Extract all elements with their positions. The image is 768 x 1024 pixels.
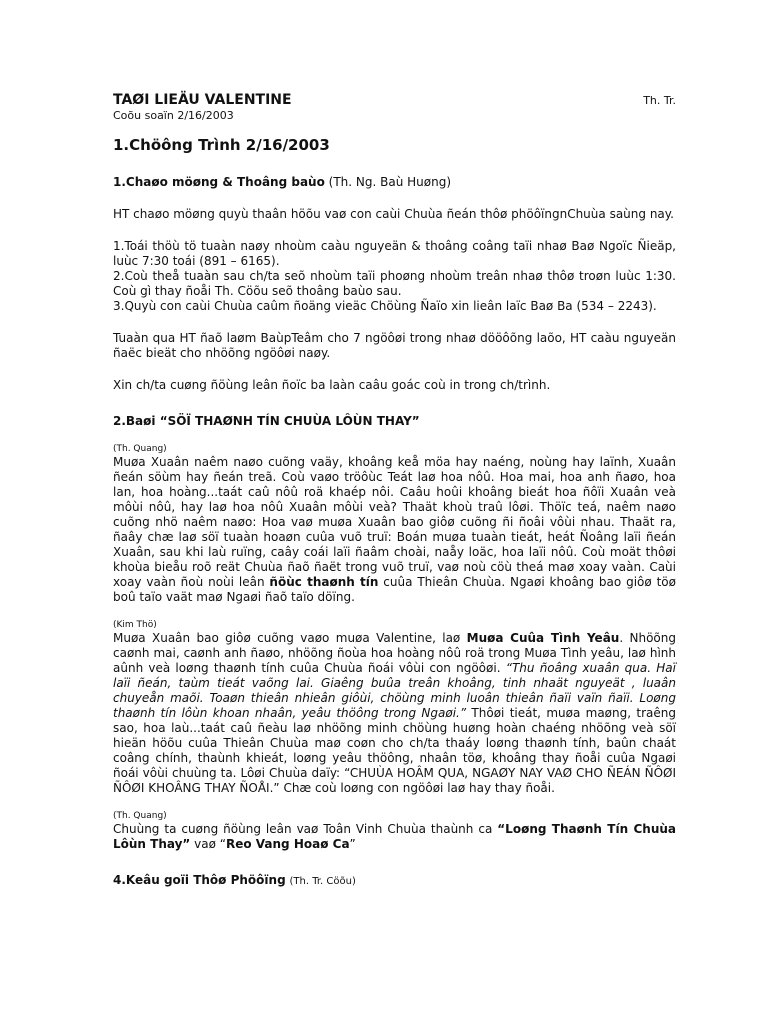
section-2-heading-pre: 2.Baøi	[113, 414, 160, 428]
section-4-heading	[113, 872, 676, 890]
valentine-text-italic: “Thu ñoâng xuaân qua. Haï laïi ñeán, taùm tieát vaõng lai. Giaêng buûa treân khoâng, tinh nhaät nguyeät , luaân chuyeån maõi. Toaøn thieân nhieân giôùi, chöùng minh luoân thieân ñaïi vaïn ñaïi. Loøng thaønh tín lôùn khoan nhaân, yeâu thöông trong Ngaøi.”	[113, 661, 676, 720]
speaker-label-2: (Kim Thö)	[113, 620, 157, 630]
hymn-title-2: Reo Vang Hoaø Ca	[225, 837, 350, 851]
valentine-text-c: Thôøi tieát, muøa maøng, traêng sao, hoa laù...taát caû ñeàu laø nhöõng minh chöùng huøng hoàn chaéng nhöõng veà söï hieän höõu cuûa Thieân Chuùa maø coøn cho ch/ta thaáy loøng thaønh tính, baûn chaát coâng chính, thaùnh khieát, loøng yeâu thöông, nhaân töø, khoâng thay ñoåi cuûa Ngaøi ñoái vôùi chuùng ta. Lôøi Chuùa daïy: “CHUÙA HOÂM QUA, NGAØY NAY VAØ CHO ÑEÁN ÑÔØI ÑÔØI KHOÂNG THAY ÑOÅI.” Chæ coù loøng con ngöôøi laø hay thay ñoåi.	[113, 706, 676, 795]
baptism-paragraph: Tuaàn qua HT ñaõ laøm BaùpTeâm cho 7 ngöôøi trong nhaø dööôõng laõo, HT caàu nguyeän ñaëc bieät cho nhöõng ngöôøi naøy.	[113, 331, 676, 360]
section-1-heading-text: 1.Chaøo möøng & Thoâng baùo	[113, 175, 325, 189]
spring-text-bold: ñöùc thaønh tín	[269, 575, 379, 589]
valentine-text-b: . Nhöõng caønh mai, caønh anh ñaøo, nhöõng ñoùa hoa hoàng nôû roä trong Muøa Tình yeâu, laø hình aûnh veà loøng thaønh tính cuûa Chuùa ñoái vôùi con ngöôøi.	[113, 631, 676, 675]
hymn-text-c: ”	[349, 837, 356, 851]
section-4-heading-note: (Th. Tr. Cöõu)	[289, 876, 356, 887]
hymn-text-b: vaø “	[190, 837, 226, 851]
spring-text-a: Muøa Xuaân naêm naøo cuõng vaäy, khoâng keå möa hay naéng, noùng hay laïnh, Xuaân ñeán söùm hay ñeán treã. Coù vaøo tröôùc Teát laø hoa nôû. Hoa mai, hoa anh ñaøo, hoa lan, hoa hoàng...taát caû nôû roä khaép nôi. Caâu hoûi khoâng bieát hoa ñôïi Xuaân veà môùi nôû, hay laø hoa nôû Xuaân môùi veà? Thaät khoù traû lôøi. Thöïc teá, naêm naøo cuõng nhö naêm naøo: Hoa vaø muøa Xuaân bao giôø cuõng ñi ñoâi vôùi nhau. Thaät ra, ñaây chæ laø söï tuaàn hoaøn cuûa vuõ truï: Boán muøa tuaàn tieát, heát Ñoâng laïi ñeán Xuaân, sau khi laù ruïng, caây coái laïi ñaâm choài, naåy loäc, hoa laïi nôû. Coù moät thôøi khoùa bieåu roõ reät Chuùa ñaõ ñaët trong vuõ truï, vaø noù cöù theá maø xoay vaàn. Caùi xoay vaàn ñoù noùi leân	[113, 455, 676, 589]
spring-paragraph	[113, 455, 676, 605]
composed-date: Coõu soaïn 2/16/2003	[113, 109, 234, 122]
announcement-item-3: 3.Quyù con caùi Chuùa caûm ñoäng vieäc Chöùng Ñaïo xin lieân laïc Baø Ba (534 – 2243).	[113, 299, 657, 313]
welcome-paragraph: HT chaøo möøng quyù thaân höõu vaø con caùi Chuùa ñeán thôø phöôïngnChuùa saùng nay.	[113, 207, 674, 221]
hymn-title-1: “Loøng Thaønh Tín Chuùa Lôùn Thay”	[113, 822, 677, 851]
hymn-text-a: Chuùng ta cuøng ñöùng leân vaø Toân Vinh Chuùa thaùnh ca	[113, 822, 498, 836]
author-initials: Th. Tr.	[643, 94, 676, 107]
program-title: 1.Chöông Trình 2/16/2003	[113, 136, 330, 154]
document-title: TAØI LIEÄU VALENTINE	[113, 92, 292, 108]
reading-paragraph: Xin ch/ta cuøng ñöùng leân ñoïc ba laàn caâu goác coù in trong ch/trình.	[113, 378, 551, 392]
announcement-item-2: 2.Coù theå tuaàn sau ch/ta seõ nhoùm taïi phoøng nhoùm treân nhaø thôø troøn luùc 1:30. Coù gì thay ñoåi Th. Cöõu seõ thoâng baùo sau.	[113, 269, 676, 298]
valentine-text-bold: Muøa Cuûa Tình Yeâu	[466, 631, 620, 645]
spring-text-b: cuûa Thieân Chuùa. Ngaøi khoâng bao giôø töø boû taïo vaät maø Ngaøi ñaõ taïo döïng.	[113, 575, 676, 604]
speaker-label-1: (Th. Quang)	[113, 444, 167, 454]
valentine-paragraph	[113, 631, 676, 796]
announcement-item-1: 1.Toái thöù tö tuaàn naøy nhoùm caàu nguyeän & thoâng coâng taïi nhaø Baø Ngoïc Ñieäp, luùc 7:30 toái (891 – 6165).	[113, 239, 676, 268]
section-4-heading-text: 4.Keâu goïi Thôø Phöôïng	[113, 873, 286, 887]
section-1-heading	[113, 174, 676, 190]
section-2-heading	[113, 413, 676, 429]
title-row	[113, 92, 676, 108]
section-2-heading-title: “SÖÏ THAØNH TÍN CHUÙA LÔÙN THAY”	[159, 414, 420, 428]
hymn-paragraph	[113, 822, 676, 852]
speaker-label-3: (Th. Quang)	[113, 811, 167, 821]
section-1-heading-note: (Th. Ng. Baù Huøng)	[328, 175, 452, 189]
valentine-text-a: Muøa Xuaân bao giôø cuõng vaøo muøa Valentine, laø	[113, 631, 467, 645]
